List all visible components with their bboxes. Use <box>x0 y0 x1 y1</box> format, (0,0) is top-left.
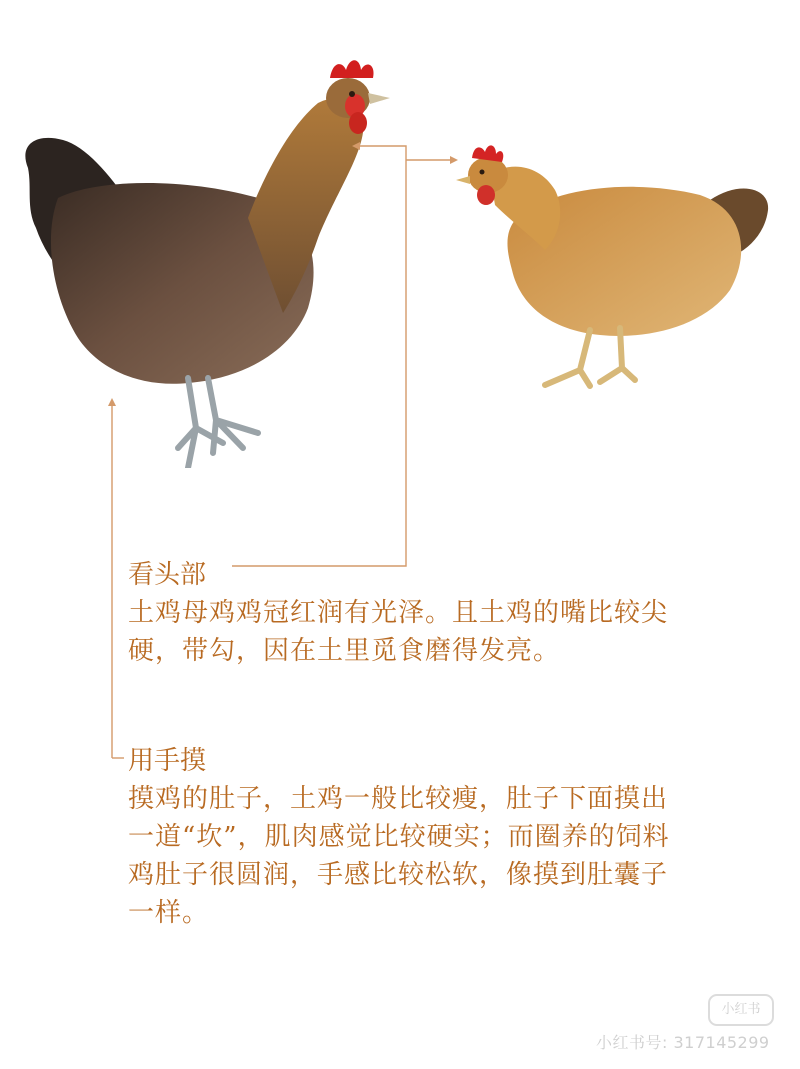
head-section-heading: 看头部 <box>128 560 207 590</box>
account-id-watermark: 小红书号: 317145299 <box>596 1033 770 1052</box>
head-inspection-section <box>128 556 688 670</box>
light-hen-illustration <box>450 140 780 400</box>
dark-hen-illustration <box>18 48 408 468</box>
head-section-text: 土鸡母鸡鸡冠红润有光泽。且土鸡的嘴比较尖硬，带勾，因在土里觅食磨得发亮。 <box>128 598 669 666</box>
touch-section-text: 摸鸡的肚子，土鸡一般比较瘦，肚子下面摸出一道“坎”，肌肉感觉比较硬实；而圈养的饲料鸡肚子很圆润，手感比较松软，像摸到肚囊子一样。 <box>128 784 670 928</box>
touch-section-heading: 用手摸 <box>128 746 207 776</box>
touch-inspection-section <box>128 742 688 932</box>
xiaohongshu-logo-watermark: 小红书 <box>708 994 774 1026</box>
